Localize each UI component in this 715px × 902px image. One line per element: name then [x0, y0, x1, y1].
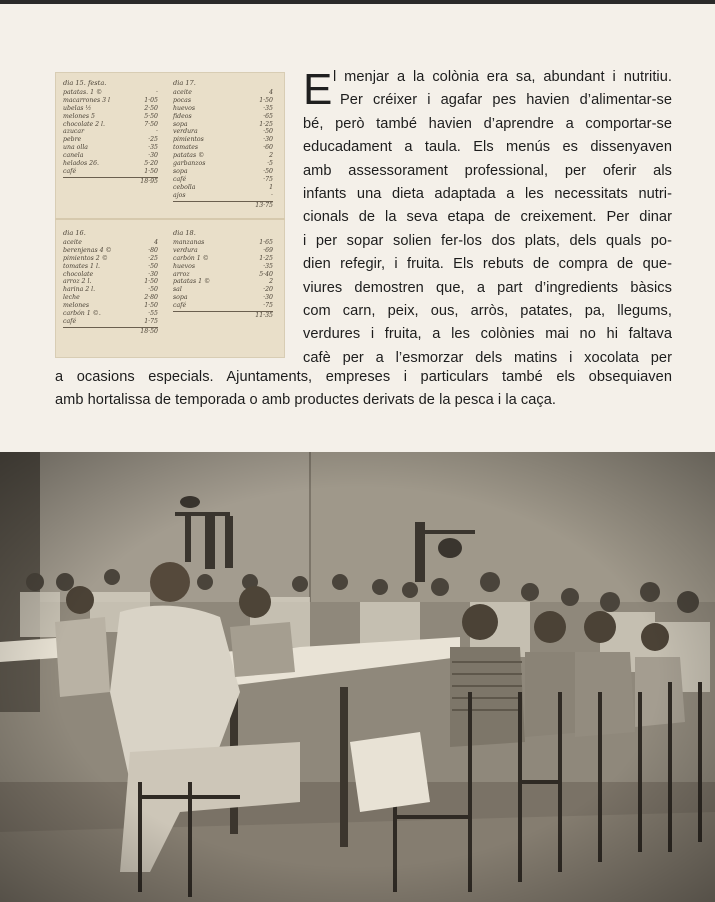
text-line: bé, però també havien d’aprendre a comportar-se: [303, 115, 672, 132]
text-line: a ocasions especials. Ajuntaments, empreses i particulars també els obsequiaven: [55, 369, 672, 385]
receipt-total: 18·50: [63, 327, 158, 336]
text-line: educadament a taula. Els menús es dissenyaven: [303, 139, 672, 156]
receipt-heading: dia 17.: [173, 79, 196, 87]
text-line: amb assessorament professional, per oferir als: [303, 162, 672, 179]
receipt-block-day-18: dia 18. manzanas 1·65 verdura ·69 carbón 1 © 1·25 huevos ·35 arroz 5·40 patatas 1 © 2 sal ·20 sopa ·30 café ·75 11·35: [173, 229, 273, 320]
text-line: infants una dieta adaptada a les necessitats nutri-: [303, 186, 672, 203]
photo-illustration: [0, 452, 715, 902]
receipt-heading: dia 18.: [173, 229, 196, 237]
drop-cap: E: [303, 65, 333, 114]
historic-dining-hall-photo: [0, 452, 715, 902]
paragraph-full-width: [55, 366, 672, 413]
text-line: i per sopar solien fer-los dos plats, dels quals po-: [303, 232, 672, 249]
receipt-total: 13·75: [173, 201, 273, 210]
text-line: amb hortalissa de temporada o amb productes derivats de la pesca i la caça.: [55, 392, 557, 409]
handwritten-receipt-image: [55, 72, 285, 358]
text-line: viures demostren que, a part d’ingredients bàsics: [303, 279, 672, 296]
text-line: dien refegir, i fruita. Els rebuts de compra de que-: [303, 256, 672, 273]
receipt-total: 18·95: [63, 177, 158, 186]
text-line: Per créixer i agafar pes havien d’alimentar-se: [340, 92, 672, 109]
receipt-total: 11·35: [173, 311, 273, 320]
receipt-block-day-17: dia 17. aceite 4 pocas 1·50 huevos ·35 fideos ·65 sopa 1·25 verdura ·50 pimientos ·30 tomates ·60 patatas © 2 garbanzos ·5 sopa ·50 café ·75 cebolla 1 ajos · 13·75: [173, 79, 273, 209]
receipt-fold-line: [55, 218, 285, 220]
text-line: l menjar a la colònia era sa, abundant i nutritiu.: [333, 69, 672, 85]
text-line: cafè per a l’esmorzar dels matins i xocolata per: [303, 349, 672, 366]
paragraph-right-column: [303, 66, 672, 370]
text-line: cionals de la seva etapa de creixement. Per dinar: [303, 209, 672, 226]
receipt-heading: dia 16.: [63, 229, 86, 237]
text-line: verdures i fruita, a les colònies mai no hi faltava: [303, 326, 672, 343]
text-line: com carn, peix, ous, arròs, patates, pa, llegums,: [303, 303, 672, 320]
receipt-heading: dia 15. festa.: [63, 79, 107, 87]
receipt-block-day-16: dia 16. aceite 4 berenjenas 4 © ·80 pimientos 2 © ·25 tomates 1 l. ·50 chocolate ·30 arroz 2 l. 1·50 harina 2 l. ·50 leche 2·80 melones 1·50 carbón 1 ©. ·55 café 1·75 18·50: [63, 229, 158, 335]
receipt-block-day-15: dia 15. festa. patatas. 1 © · macarrones 3 l 1·05 ubelas ½ 2·50 melones 5 5·50 chocolate 2 l. 7·50 azucar · pebre ·25 una olla ·35 canela ·30 helados 26. 5·20 café 1·50 18·95: [63, 79, 158, 185]
